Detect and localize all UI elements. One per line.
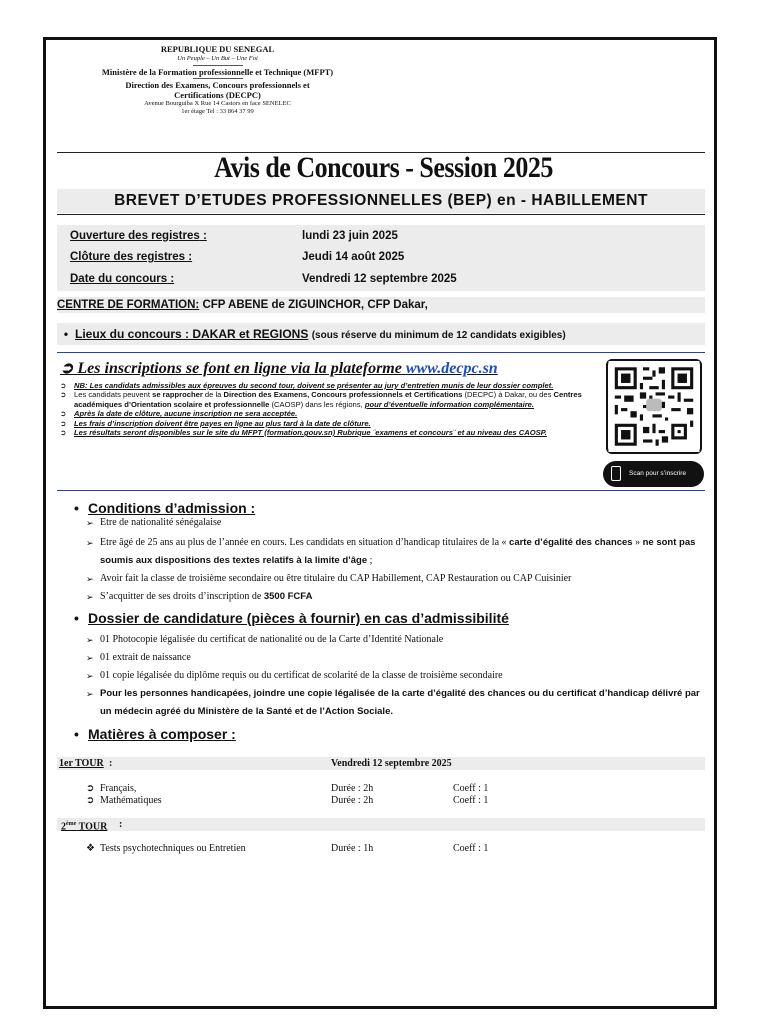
list-item: [60, 381, 600, 390]
tour-1-header: [57, 757, 705, 770]
subject-coeff: Coeff : 1: [453, 843, 489, 854]
arrow-icon: ➲: [86, 795, 95, 806]
list-item: [86, 631, 706, 649]
note-text: de la: [204, 390, 222, 400]
subject-name: Tests psychotechniques ou Entretien: [100, 843, 246, 854]
arrow-icon: ➢: [86, 671, 94, 681]
divider: [57, 214, 705, 215]
date-value: Jeudi 14 août 2025: [302, 251, 405, 263]
bullet-icon: •: [74, 610, 79, 626]
header-divider: [193, 65, 243, 66]
note-text: Direction des Examens, Concours professionnels et Certifications: [223, 390, 463, 400]
section-title: Matières à composer :: [88, 726, 236, 742]
subject-duration: Durée : 2h: [331, 783, 374, 794]
note-text: Les candidats peuvent: [74, 390, 150, 400]
item-text: Avoir fait la classe de troisième secondaire ou être titulaire du CAP Habillement, CAP Restauration ou CAP Cuisinier: [100, 573, 572, 584]
note-text: Les résultats seront disponibles sur le site du MFPT (formation.gouv.sn) Rubrique ¨examens et concours¨ et au niveau des CAOSP.: [74, 428, 547, 438]
contact-phone: 1er étage Tel : 33 864 37 99: [181, 108, 254, 115]
qr-code[interactable]: [606, 359, 702, 454]
arrow-icon: ➲: [86, 783, 95, 794]
date-label: Date du concours: [70, 273, 168, 285]
arrow-icon: ➲: [60, 418, 67, 428]
centre-value: CFP ABENE de ZIGUINCHOR, CFP Dakar,: [202, 299, 428, 311]
arrow-icon: ➲: [60, 409, 67, 419]
list-item: [60, 409, 600, 418]
institution-header: [100, 44, 335, 116]
date-value: Vendredi 12 septembre 2025: [302, 273, 457, 285]
list-item: [86, 570, 706, 588]
date-value: lundi 23 juin 2025: [302, 230, 398, 242]
section-title: Conditions d’admission :: [88, 500, 256, 516]
address: Avenue Bourguiba X Rue 14 Castors en face SENELEC: [144, 100, 291, 107]
item-text: »: [635, 537, 641, 548]
registration-text: Les inscriptions se font en ligne via la plateforme: [77, 360, 402, 377]
scan-label: Scan pour s’inscrire: [629, 470, 687, 477]
tour-colon: :: [109, 758, 113, 769]
date-label: Clôture des registres: [70, 251, 186, 263]
page-title: Avis de Concours - Session 2025: [214, 150, 553, 185]
locations-label: Lieux du concours : DAKAR et REGIONS: [75, 327, 309, 341]
item-text: Etre âgé de 25 ans au plus de l’année en cours. Les candidats en situation d’handicap titulaires de la «: [100, 537, 507, 548]
exam-subtitle: BREVET D’ETUDES PROFESSIONNELLES (BEP) en - HABILLEMENT: [57, 189, 705, 213]
tour-2-header: [57, 818, 705, 831]
diamond-icon: ❖: [86, 843, 95, 854]
list-item: [60, 419, 600, 428]
phone-icon: [611, 466, 621, 481]
ministry-name: Ministère de la Formation professionnelle et Technique (MFPT): [101, 67, 334, 77]
note-text: pour d’éventuelle information complémentaire.: [364, 399, 535, 409]
arrow-icon: ➢: [86, 538, 94, 548]
centre-label: CENTRE DE FORMATION:: [57, 299, 200, 311]
note-text: NB: Les candidats admissibles aux épreuves du second tour, doivent se présenter au jury d’entretien munis de leur dossier complet.: [74, 381, 554, 390]
item-text: S’acquitter de ses droits d’inscription de: [100, 591, 262, 602]
tour-label: TOUR: [76, 821, 108, 833]
notes-list: [60, 381, 600, 437]
arrow-icon: ➢: [86, 635, 94, 645]
list-item: [86, 534, 706, 570]
country-name: REPUBLIQUE DU SENEGAL: [160, 44, 275, 54]
section-heading: [74, 610, 509, 626]
item-text: 3500 FCFA: [263, 591, 313, 602]
tour-colon: :: [119, 819, 123, 830]
arrow-icon: ➢: [86, 689, 94, 699]
note-text: Après la date de clôture, aucune inscription ne sera acceptée.: [74, 409, 298, 419]
item-text: 01 copie légalisée du diplôme requis ou du certificat de scolarité de la classe de troisième secondaire: [100, 670, 503, 681]
divider: [57, 490, 705, 491]
divider: [57, 352, 705, 353]
bullet-icon: •: [74, 500, 79, 516]
item-text: Etre de nationalité sénégalaise: [100, 517, 222, 528]
note-text: Les frais d’inscription doivent être payes en ligne au plus tard à la date de clôture.: [74, 418, 371, 428]
arrow-icon: ➲: [60, 360, 74, 377]
list-item: [86, 649, 706, 667]
arrow-icon: ➢: [86, 518, 94, 528]
list-item: [60, 390, 600, 409]
qr-code-icon: [608, 361, 700, 452]
list-item: [86, 588, 706, 606]
item-text: carte d’égalité des chances: [509, 537, 633, 548]
national-motto: Un Peuple – Un But – Une Foi: [177, 55, 258, 62]
arrow-icon: ➲: [60, 381, 67, 390]
arrow-icon: ➢: [86, 653, 94, 663]
header-divider: [193, 78, 243, 79]
list-item: [86, 514, 706, 532]
arrow-icon: ➲: [60, 428, 67, 438]
arrow-icon: ➢: [86, 592, 94, 602]
subject-coeff: Coeff : 1: [453, 783, 489, 794]
note-text: (DECPC) à Dakar, ou des: [464, 390, 552, 400]
registration-line: [60, 358, 498, 378]
section-title: Dossier de candidature (pièces à fournir) en cas d’admissibilité: [88, 610, 509, 626]
platform-link[interactable]: www.decpc.sn: [405, 360, 498, 377]
subject-name: Mathématiques: [100, 795, 162, 806]
item-text: ;: [369, 555, 373, 566]
tour-date: Vendredi 12 septembre 2025: [331, 758, 452, 769]
arrow-icon: ➢: [86, 574, 94, 584]
subject-coeff: Coeff : 1: [453, 795, 489, 806]
bullet-icon: •: [63, 327, 69, 341]
subject-duration: Durée : 2h: [331, 795, 374, 806]
list-item: [86, 667, 706, 685]
list-item: [60, 428, 600, 437]
training-centre: [57, 297, 705, 313]
section-heading: [74, 726, 236, 742]
subject-duration: Durée : 1h: [331, 843, 374, 854]
exam-locations: [57, 323, 705, 345]
tour-label: 1er TOUR: [59, 758, 104, 769]
note-text: Centres académiques d’Orientation scolaire et professionnelle: [74, 390, 582, 409]
list-item: [86, 685, 706, 721]
scan-to-register-button[interactable]: [603, 461, 704, 487]
subject-name: Français,: [100, 783, 137, 794]
item-text: 01 Photocopie légalisée du certificat de nationalité ou de la Carte d’Identité Nationale: [100, 634, 444, 645]
bullet-icon: •: [74, 726, 79, 742]
tour-number: 2: [61, 821, 66, 833]
note-text: se rapprocher: [152, 390, 203, 400]
date-label: Ouverture des registres: [70, 230, 200, 242]
arrow-icon: ➲: [60, 390, 67, 400]
direction-name: Direction des Examens, Concours professionnels et Certifications (DECPC): [125, 80, 310, 100]
item-text: Pour les personnes handicapées, joindre une copie légalisée de la carte d’égalité des chances ou du certificat d’handicap délivré par un médecin agréé du Ministère de la Santé et de l’Action Sociale.: [100, 688, 700, 717]
tour-suffix: ème: [66, 821, 77, 827]
item-text: ne sont pas soumis aux dispositions des textes relatifs à la limite d’âge: [100, 537, 696, 566]
item-text: 01 extrait de naissance: [100, 652, 191, 663]
locations-note: (sous réserve du minimum de 12 candidats exigibles): [311, 330, 566, 341]
note-text: (CAOSP) dans les régions,: [271, 399, 363, 409]
